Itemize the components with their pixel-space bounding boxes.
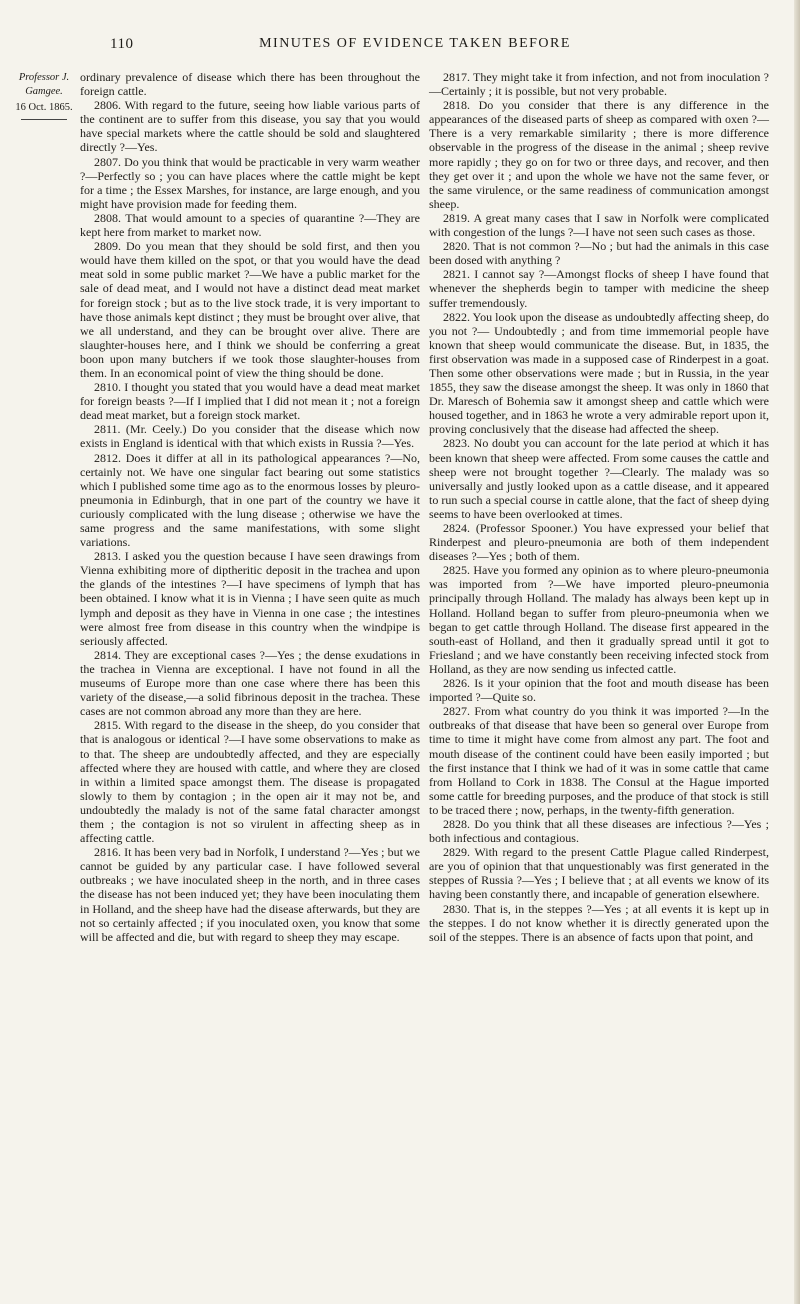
paragraph: 2808. That would amount to a species of quarantine ?—They are kept here from market to market now.: [80, 210, 420, 240]
paragraph: 2822. You look upon the disease as undoubtedly affecting sheep, do you not ?— Undoubtedly ; and from time immemorial people have known that sheep would communicate the disease. But, in 1835, the first observation was made in a supposed case of Rinderpest in a goat. Then some other observations were made ; but in Russia, in the year 1855, they saw the disease amongst the sheep. It was only in 1860 that Dr. Maresch of Bohemia saw it amongst sheep and cattle which were housed together, and in 1863 he wrote a very admirable report upon it, proving conclusively that the disease had affected the sheep.: [429, 309, 769, 437]
margin-note: [14, 71, 74, 120]
paragraph: 2806. With regard to the future, seeing how liable various parts of the continent are to suffer from this disease, you say that you would have special markets where the cattle should be sold and slaughtered directly ?—Yes.: [80, 98, 420, 155]
paragraph: 2809. Do you mean that they should be sold first, and then you would have them killed on the spot, or that you would have the dead meat sold in some public market ?—We have a public market for the sale of dead meat, and I would not have a distinct dead meat market for foreign stock ; but as to the live stock trade, it is very important to have those animals kept distinct ; they must be brought over alive, that we all understand, and they can be brought over alive. There are slaughter-houses here, and I think we should be conferring a great boon upon many butchers if we took those slaughter-houses from them. In an economical point of view the thing should be done.: [80, 239, 420, 380]
page-edge: [794, 0, 800, 1304]
page-number: 110: [110, 36, 134, 52]
paragraph: 2810. I thought you stated that you would have a dead meat market for foreign beasts ?—If I implied that I did not mean it ; not a foreign dead meat market, but a foreign stock market.: [80, 380, 420, 423]
paragraph: 2811. (Mr. Ceely.) Do you consider that the disease which now exists in England is identical with that which exists in Russia ?—Yes.: [80, 422, 420, 451]
paragraph: 2815. With regard to the disease in the sheep, do you consider that that is analogous or identical ?—I have some observations to make as to that. The sheep are undoubtedly affected, and they are especially affected where they are housed with cattle, and where they are closed in within a limited space amongst them. The disease is propagated slowly to them by contagion ; in the open air it may not be, and undoubtedly the malady is not of the same fatal character amongst them ; the contagion is not so virulent in affecting sheep as in affecting cattle.: [80, 718, 420, 846]
paragraph: ordinary prevalence of disease which there has been throughout the foreign cattle.: [80, 70, 420, 99]
paragraph: 2828. Do you think that all these diseases are infectious ?—Yes ; both infectious and contagious.: [429, 816, 769, 846]
right-column: [429, 70, 769, 944]
paragraph: 2817. They might take it from infection, and not from inoculation ?—Certainly ; it is possible, but not very probable.: [429, 70, 769, 99]
witness-name: Professor J. Gamgee.: [18, 72, 70, 97]
paragraph: 2820. That is not common ?—No ; but had the animals in this case been dosed with anything ?: [429, 239, 769, 268]
paragraph: 2816. It has been very bad in Norfolk, I understand ?—Yes ; but we cannot be guided by any particular case. I have followed several outbreaks ; we have inoculated sheep in the north, and in three cases the disease has not been induced yet; they have been inoculating them in Holland, and the sheep have had the disease afterwards, but they are not so certainly affected ; if you inoculated oxen, you know that some will be affected and die, but with regard to sheep they may escape.: [80, 845, 420, 944]
hearing-date: 16 Oct. 1865.: [15, 102, 73, 113]
paragraph: 2826. Is it your opinion that the foot and mouth disease has been imported ?—Quite so.: [429, 676, 769, 705]
paragraph: 2824. (Professor Spooner.) You have expressed your belief that Rinderpest and pleuro-pneumonia are both of them independent diseases ?—Yes ; both of them.: [429, 521, 769, 564]
paragraph: 2829. With regard to the present Cattle Plague called Rinderpest, are you of opinion that that unquestionably was first generated in the steppes of Russia ?—Yes ; I believe that ; at all events we know of its having been constantly there, and incapable of generation elsewhere.: [429, 845, 769, 902]
running-title: MINUTES OF EVIDENCE TAKEN BEFORE: [259, 36, 571, 51]
left-column: [80, 70, 420, 944]
paragraph: 2823. No doubt you can account for the late period at which it has been known that sheep were affected. From some causes the cattle and sheep were not brought together ?—Clearly. The malady was so universally and justly looked upon as a cattle disease, and it appeared to run such a special course in cattle alone, that the fact of sheep dying seems to have been overlooked at times.: [429, 436, 769, 521]
paragraph: 2819. A great many cases that I saw in Norfolk were complicated with congestion of the lungs ?—I have not seen such cases as those.: [429, 210, 769, 240]
paragraph: 2827. From what country do you think it was imported ?—In the outbreaks of that disease that have been so general over Europe from time to time it might have come from almost any part. The foot and mouth disease of the continent could have been easily imported ; but the first instance that I think we had of it was in some cattle that came from Holland to Cork in 1838. The Consul at the Hague imported some cattle for breeding purposes, and the produce of that stock is still to be traced there ; now, perhaps, in the twenty-fifth generation.: [429, 704, 769, 817]
paragraph: 2818. Do you consider that there is any difference in the appearances of the diseased parts of sheep as compared with oxen ?—There is a very remarkable similarity ; there is more difference observable in the progress of the disease in the animal ; sheep revive more rapidly ; they go on for two or three days, and recover, and then they get over it ; and upon the whole we have not the same fever, or the same virulence, or the same readiness of communication amongst sheep.: [429, 98, 769, 211]
paragraph: 2807. Do you think that would be practicable in very warm weather ?—Perfectly so ; you can have places where the cattle might be kept for a time ; the Essex Marshes, for instance, are large enough, and you might have provision made for feeding them.: [80, 154, 420, 211]
paragraph: 2821. I cannot say ?—Amongst flocks of sheep I have found that whenever the shepherds begin to tamper with medicine the sheep suffer tremendously.: [429, 267, 769, 310]
margin-rule: [21, 119, 67, 120]
paragraph: 2813. I asked you the question because I have seen drawings from Vienna exhibiting more of diptheritic deposit in the trachea and upon the glands of the intestines ?—I have specimens of lymph that has been obtained. I know what it is in Vienna ; I have seen quite as much lymph and deposit as they have in Vienna in one case ; the intestines were almost free from disease in this country when the windpipe is seriously affected.: [80, 549, 420, 648]
paragraph: 2814. They are exceptional cases ?—Yes ; the dense exudations in the trachea in Vienna are exceptional. I have not found in all the museums of Europe more than one case where there has been this variety of the disease,—a solid fibrinous deposit in the trachea. These cases are not common abroad any more than they are here.: [80, 647, 420, 719]
paragraph: 2825. Have you formed any opinion as to where pleuro-pneumonia was imported from ?—We have imported pleuro-pneumonia principally through Holland. The malady has always been kept up in Holland. Holland began to suffer from pleuro-pneumonia when we began to get cattle through Holland. The disease first appeared in the south-east of Holland, and then it gradually spread until it got to Friesland ; and we have constantly been receiving infected stock from Holland, as they are now sending us infected cattle.: [429, 563, 769, 676]
paragraph: 2830. That is, in the steppes ?—Yes ; at all events it is kept up in the steppes. I do not know whether it is directly generated upon the soil of the steppes. There is an absence of facts upon that point, and: [429, 901, 769, 944]
paragraph: 2812. Does it differ at all in its pathological appearances ?—No, certainly not. We have one singular fact bearing out some statistics which I published some time ago as to the enormous losses by pleuro-pneumonia in Edinburgh, that in one part of the country we have it curiously complicated with the lung disease ; otherwise we have the same progress and the same manifestations, with some slight variations.: [80, 450, 420, 550]
